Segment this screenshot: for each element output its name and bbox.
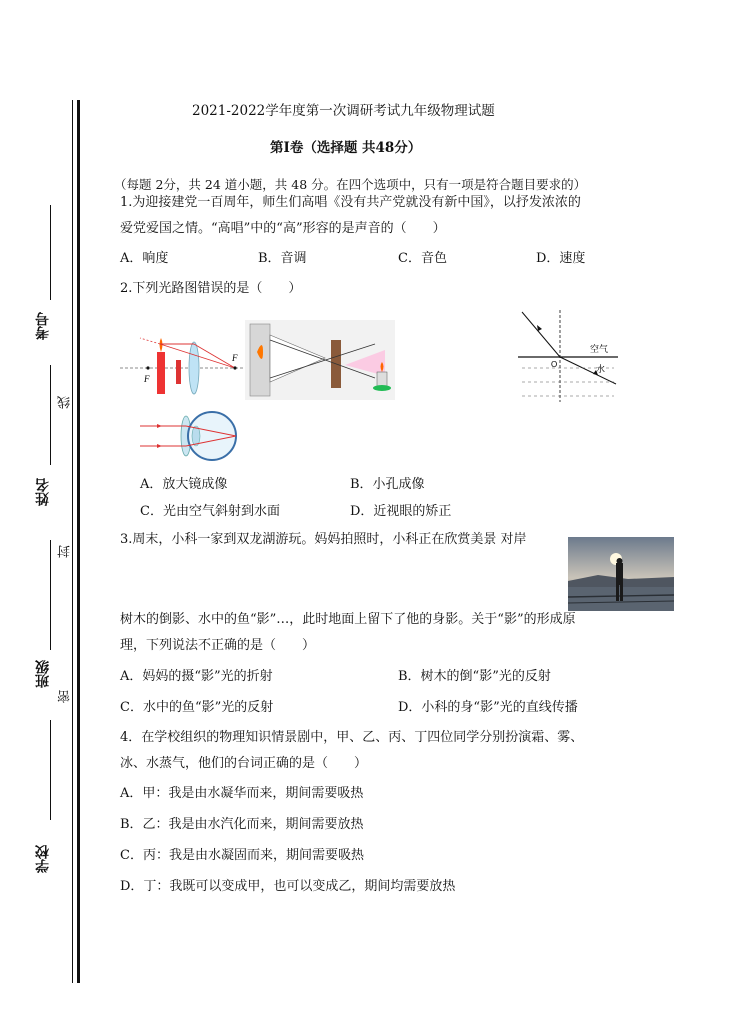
field-exam-number: 考号 [35,312,51,340]
q3-option-b: B．树木的倒“影”光的反射 [398,669,551,684]
q2-stem: 2.下列光路图错误的是（ ） [120,281,302,296]
field-name: 姓名 [35,478,51,506]
q2-option-c: C．光由空气斜射到水面 [140,504,280,519]
diagram-refraction [518,310,618,402]
part-heading: 第Ⅰ卷（选择题 共48分） [270,140,422,156]
q2-option-a: A．放大镜成像 [140,477,228,492]
air-label: 空气 [590,345,609,355]
q1-line2: 爱党爱国之情。“高唱”中的“高”形容的是声音的（ ） [120,221,446,236]
lake-sunset-photo [568,537,674,611]
q1-option-c: C．音色 [398,251,447,266]
focal-right-label: F [232,353,238,363]
field-underline-1 [50,205,51,300]
page-title: 2021-2022学年度第一次调研考试九年级物理试题 [192,103,495,119]
origin-label: O [551,360,558,369]
q4-option-b: B．乙：我是由水汽化而来，期间需要放热 [120,817,364,832]
seal-char-line: 线 [58,396,73,409]
q3-line2: 树木的倒影、水中的鱼“影”…，此时地面上留下了他的身影。关于“影”的形成原 [120,612,576,627]
q4-line2: 冰、水蒸气，他们的台词正确的是（ ） [120,756,368,771]
diagram-pinhole [245,320,395,400]
q1-line1: 1.为迎接建党一百周年，师生们高唱《没有共产党就没有新中国》，以抒发浓浓的 [120,195,581,210]
q3-option-c: C．水中的鱼“影”光的反射 [120,700,274,715]
field-underline-4 [50,720,51,820]
focal-left-label: F [144,374,150,384]
field-underline-2 [50,365,51,465]
q1-option-d: D．速度 [536,251,586,266]
q4-option-d: D．丁：我既可以变成甲，也可以变成乙，期间均需要放热 [120,879,456,894]
field-school: 学校 [35,845,51,873]
binding-line-thin [72,100,73,983]
field-underline-3 [50,540,51,650]
diagram-magnifier [120,330,245,400]
seal-char-secret: 密 [58,690,73,703]
diagram-eye [140,408,240,464]
q4-option-c: C．丙：我是由水凝固而来，期间需要吸热 [120,848,364,863]
instructions: （每题 2分，共 24 道小题，共 48 分。在四个选项中，只有一项是符合题目要求的） [114,177,587,192]
q3-line1: 3.周末，小科一家到双龙湖游玩。妈妈拍照时，小科正在欣赏美景 对岸 [120,532,527,547]
q3-option-d: D．小科的身“影”光的直线传播 [398,700,578,715]
q1-option-a: A．响度 [120,251,169,266]
q3-line3: 理，下列说法不正确的是（ ） [120,638,316,653]
q1-option-b: B．音调 [258,251,307,266]
q3-option-a: A．妈妈的摄“影”光的折射 [120,669,273,684]
field-class: 班级 [35,660,51,688]
q2-option-d: D．近视眼的矫正 [350,504,452,519]
seal-char-seal: 封 [58,545,73,558]
q4-option-a: A．甲：我是由水凝华而来，期间需要吸热 [120,786,364,801]
q4-line1: 4．在学校组织的物理知识情景剧中，甲、乙、丙、丁四位同学分别扮演霜、雾、 [120,730,584,745]
q2-option-b: B．小孔成像 [350,477,425,492]
binding-line-thick [77,100,80,983]
water-label: 水 [596,365,606,375]
